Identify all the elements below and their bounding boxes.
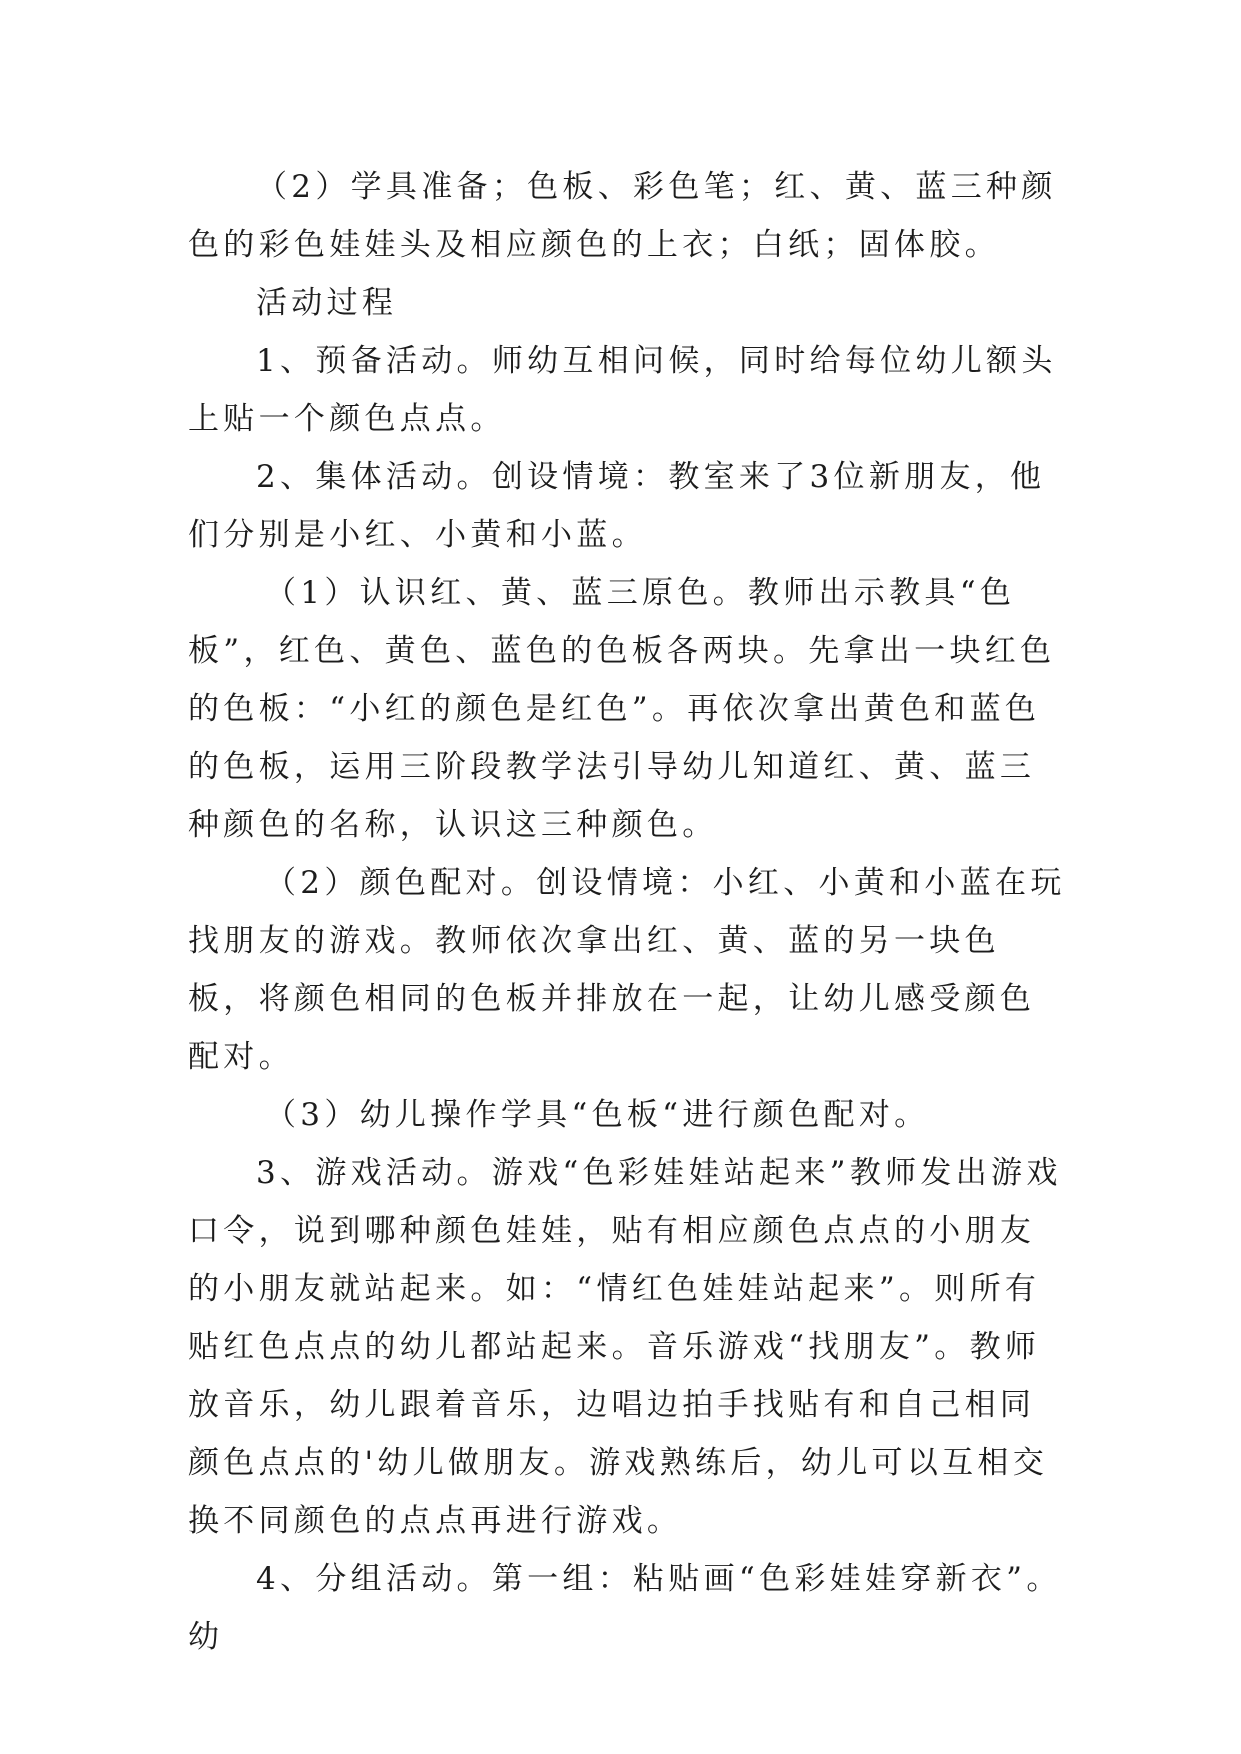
section-heading-activity-process: 活动过程 xyxy=(256,285,398,321)
paragraph-step-1: 1、预备活动。师幼互相问候，同时给每位幼儿额头上贴一个颜色点点。 xyxy=(188,343,1057,437)
document-body xyxy=(188,158,1068,1666)
paragraph-step-3: 3、游戏活动。游戏“色彩娃娃站起来”教师发出游戏口令，说到哪种颜色娃娃，贴有相应颜色点点的小朋友的小朋友就站起来。如：“情红色娃娃站起来”。则所有贴红色点点的幼儿都站起来。音乐游戏“找朋友”。教师放音乐，幼儿跟着音乐，边唱边拍手找贴有和自己相同颜色点点的'幼儿做朋友。游戏熟练后，幼儿可以互相交换不同颜色的点点再进行游戏。 xyxy=(188,1155,1062,1539)
paragraph-step-2: 2、集体活动。创设情境：教室来了3位新朋友，他们分别是小红、小黄和小蓝。 xyxy=(188,459,1046,553)
paragraph-step-2-3: （3）幼儿操作学具“色板“进行颜色配对。 xyxy=(265,1097,930,1133)
paragraph-step-4: 4、分组活动。第一组：粘贴画“色彩娃娃穿新衣”。幼 xyxy=(188,1561,1062,1655)
paragraph-step-2-1: （1）认识红、黄、蓝三原色。教师出示教具“色板”，红色、黄色、蓝色的色板各两块。先拿出一块红色的色板：“小红的颜色是红色”。再依次拿出黄色和蓝色的色板，运用三阶段教学法引导幼儿知道红、黄、蓝三种颜色的名称，认识这三种颜色。 xyxy=(188,575,1056,843)
paragraph-materials: （2）学具准备；色板、彩色笔；红、黄、蓝三种颜色的彩色娃娃头及相应颜色的上衣；白纸；固体胶。 xyxy=(188,169,1057,263)
paragraph-step-2-2: （2）颜色配对。创设情境：小红、小黄和小蓝在玩找朋友的游戏。教师依次拿出红、黄、蓝的另一块色板，将颜色相同的色板并排放在一起，让幼儿感受颜色配对。 xyxy=(188,865,1066,1075)
